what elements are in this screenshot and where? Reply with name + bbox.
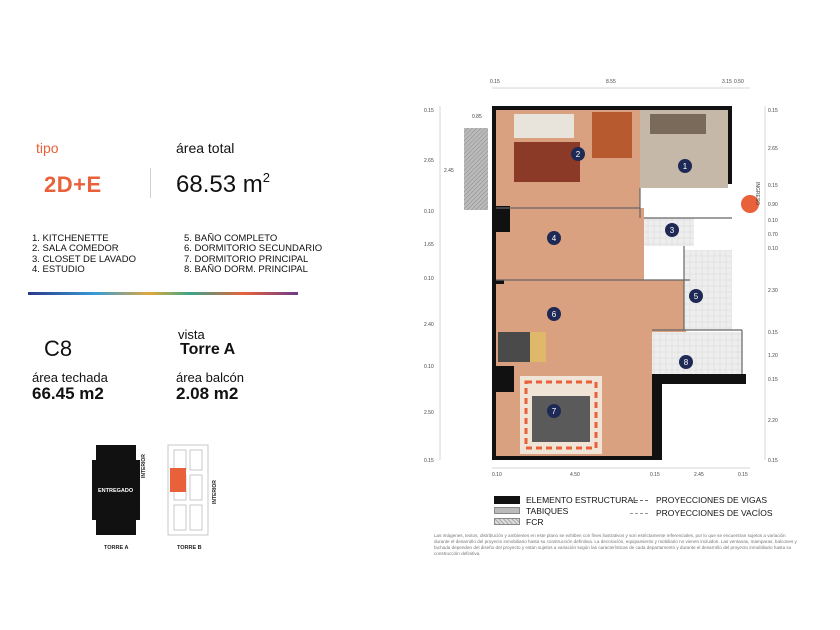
key-map-entregado: ENTREGADO (98, 488, 134, 494)
dim-right-2: 2.65 (768, 146, 778, 152)
room-item: 3. CLOSET DE LAVADO (32, 253, 137, 265)
room-number-7: 7 (551, 407, 557, 416)
dim-top-4: 0.50 (734, 79, 744, 85)
dim-bottom-5: 0.15 (738, 472, 748, 478)
rooms-list-left (32, 234, 136, 275)
dim-bottom-3: 0.15 (650, 472, 660, 478)
tipo-value: 2D+E (44, 172, 102, 197)
room-item: 2. SALA COMEDOR (32, 243, 119, 255)
dim-bottom-4: 2.45 (694, 472, 704, 478)
rooms-list-right (184, 234, 322, 275)
room-number-5: 5 (693, 292, 699, 301)
room-item: 7. DORMITORIO PRINCIPAL (184, 253, 309, 265)
room-item: 6. DORMITORIO SECUNDARIO (184, 243, 323, 255)
room-item: 1. KITCHENETTE (32, 233, 109, 244)
legend-tabiques: TABIQUES (526, 506, 569, 516)
room-number-6: 6 (551, 310, 557, 319)
dim-top-2: 8.55 (606, 79, 616, 85)
dim-right-9: 0.15 (768, 330, 778, 336)
dim-bottom-2: 4.50 (570, 472, 580, 478)
area-total-value: 68.53 $m^2$ (176, 170, 270, 198)
floor-plan (420, 70, 790, 480)
area-balcon-value: 2.08 m2 (176, 384, 239, 403)
room-number-4: 4 (551, 234, 557, 243)
legend-vacios: PROYECCIONES DE VACÍOS (656, 508, 773, 518)
color-stripe (28, 292, 298, 295)
dim-right-8: 2.30 (768, 288, 778, 294)
dim-right-3: 0.15 (768, 183, 778, 189)
dim-left-4: 1.65 (424, 242, 434, 248)
area-total-label: área total (176, 140, 235, 156)
dim-top-3: 3.15 (722, 79, 732, 85)
dim-left-3: 0.10 (424, 209, 434, 215)
legend-estructural: ELEMENTO ESTRUCTURAL (526, 495, 638, 505)
dim-balcony-1: 0.85 (472, 114, 482, 120)
room-item: 8. BAÑO DORM. PRINCIPAL (184, 263, 308, 275)
legend-fcr: FCR (526, 517, 544, 527)
dim-left-8: 2.50 (424, 410, 434, 416)
dim-left-1: 0.15 (424, 108, 434, 114)
key-map-interior-right: INTERIOR (212, 480, 218, 504)
legend-line-vigas (630, 500, 648, 501)
room-number-8: 8 (683, 358, 689, 367)
key-map-torre-b: TORRE B (177, 545, 202, 551)
separator (150, 168, 151, 198)
room-item: 4. ESTUDIO (32, 263, 85, 275)
dim-left-7: 0.10 (424, 364, 434, 370)
tipo-label: tipo (36, 140, 59, 156)
room-number-2: 2 (575, 150, 581, 159)
dim-bottom-1: 0.10 (492, 472, 502, 478)
legend-swatch-fcr (494, 518, 520, 525)
dim-right-13: 0.15 (768, 458, 778, 464)
dim-right-10: 1.20 (768, 353, 778, 359)
dim-right-12: 2.20 (768, 418, 778, 424)
dim-right-11: 0.15 (768, 377, 778, 383)
key-map-interior-left: INTERIOR (141, 454, 147, 478)
legend-swatch-tabiques (494, 507, 520, 514)
legend-swatch-estructural (494, 496, 520, 504)
dim-right-4: 0.90 (768, 202, 778, 208)
unit-code: C8 (44, 336, 73, 361)
dim-balcony-2: 2.45 (444, 168, 454, 174)
dim-left-6: 2.40 (424, 322, 434, 328)
room-number-1: 1 (682, 162, 688, 171)
room-item: 5. BAÑO COMPLETO (184, 233, 278, 244)
disclaimer: Las imágenes, textos, distribución y ambientes en este plano se exhiben con fines ilustrativos y son estrictamente referenciales, por lo que se encuentran sujetos a variación durante el desarrollo del proyecto inmobiliario hasta su construcción definitiva. La decoración, equipamiento y mobiliario no vienen incluidos. Las ventanas, mamparas, balcones y fachada dependen del diseño del proyecto y están sujetos a variación según las características de cada departamento y durante el desarrollo del proyecto inmobiliario hasta su construcción definitiva. (434, 533, 797, 556)
dim-left-9: 0.15 (424, 458, 434, 464)
dim-left-5: 0.10 (424, 276, 434, 282)
dim-right-7: 0.10 (768, 246, 778, 252)
room-number-3: 3 (669, 226, 675, 235)
dim-right-5: 0.10 (768, 218, 778, 224)
dim-left-2: 2.65 (424, 158, 434, 164)
area-techada-value: 66.45 m2 (32, 384, 104, 403)
key-map-torre-a: TORRE A (104, 545, 129, 551)
dim-top-1: 0.15 (490, 79, 500, 85)
dim-right-1: 0.15 (768, 108, 778, 114)
vista-label: vista (178, 327, 205, 342)
area-techada-label: área techada (32, 370, 108, 385)
area-balcon-label: área balcón (176, 370, 244, 385)
ingreso-label: INGRESO (754, 182, 760, 206)
dim-right-6: 0.70 (768, 232, 778, 238)
legend-line-vacios (630, 513, 648, 514)
legend-vigas: PROYECCIONES DE VIGAS (656, 495, 767, 505)
vista-value: Torre A (180, 341, 236, 358)
